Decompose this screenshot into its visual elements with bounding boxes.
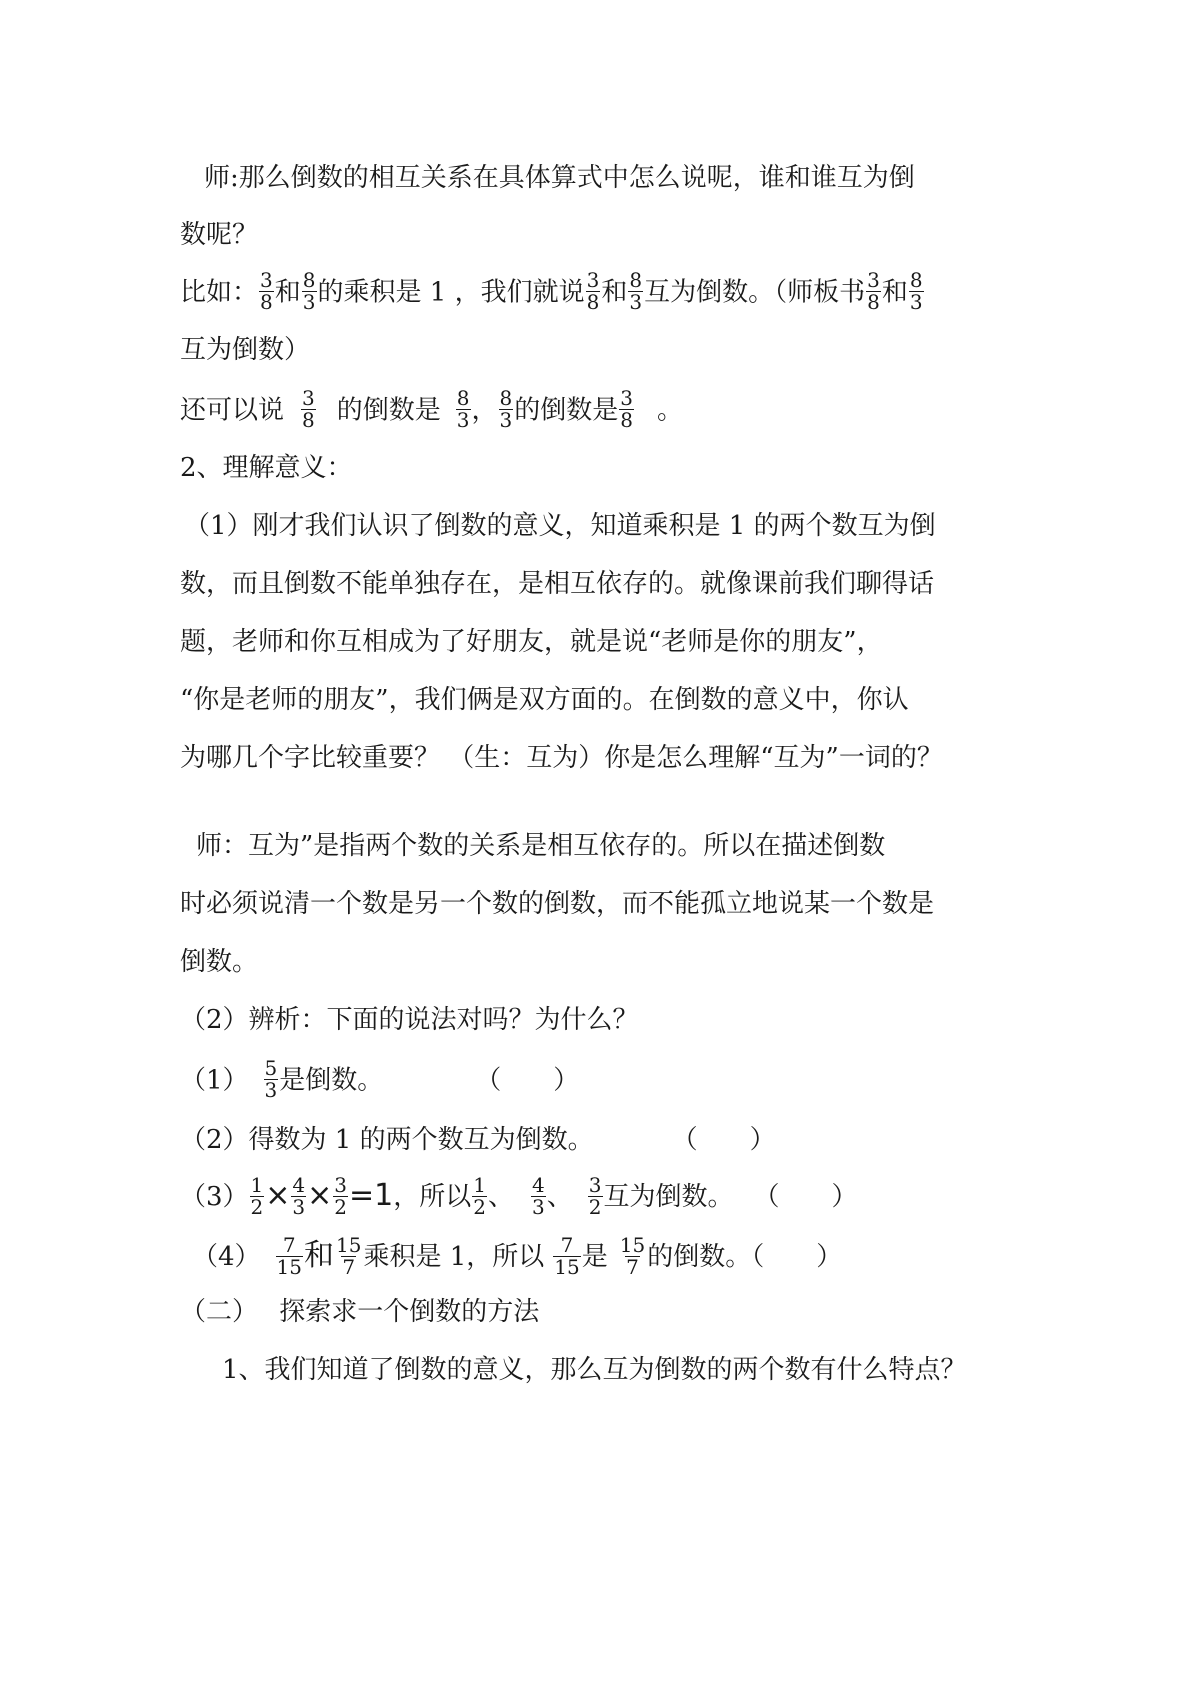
fraction — [276, 1232, 303, 1279]
denominator: 2 — [588, 1194, 602, 1219]
fraction — [628, 270, 643, 313]
denominator: 2 — [334, 1194, 348, 1219]
text: 是 — [581, 1242, 608, 1272]
question-3 — [180, 1172, 858, 1220]
paragraph-line: 数，而且倒数不能单独存在，是相互依存的。就像课前我们聊得话 — [180, 569, 935, 599]
answer-blank[interactable]: （ ） — [671, 1125, 776, 1155]
denominator: 8 — [620, 408, 633, 432]
numerator: 3 — [586, 268, 600, 292]
numerator: 8 — [909, 268, 923, 292]
text: 是倒数。 — [279, 1065, 384, 1096]
text: 的乘积是 1 ，我们就说 — [317, 277, 585, 308]
fraction — [472, 1172, 487, 1219]
question-number: （1） — [180, 1065, 249, 1096]
numerator: 8 — [456, 386, 470, 410]
denominator: 15 — [554, 1254, 580, 1279]
fraction — [619, 388, 634, 431]
paragraph-line: 题，老师和你互相成为了好朋友，就是说“老师是你的朋友”， — [180, 627, 883, 657]
numerator: 3 — [867, 268, 880, 292]
numerator: 3 — [588, 1172, 602, 1197]
paragraph-line: 倒数。 — [180, 947, 259, 977]
numerator: 4 — [292, 1172, 306, 1197]
fraction — [499, 388, 514, 431]
denominator: 15 — [276, 1254, 302, 1279]
question-number: （3） — [180, 1182, 249, 1212]
paragraph-line: 师：互为”是指两个数的关系是相互依存的。所以在描述倒数 — [196, 831, 886, 861]
denominator: 8 — [867, 290, 880, 314]
denominator: 2 — [250, 1194, 264, 1219]
paragraph-line: 为哪几个字比较重要？ （生：互为）你是怎么理解“互为”一词的？ — [180, 743, 943, 773]
text: 比如： — [180, 277, 259, 308]
fraction — [531, 1172, 546, 1219]
fraction — [909, 270, 924, 313]
numerator: 7 — [560, 1232, 574, 1257]
text: 的倒数是 — [336, 395, 441, 426]
text: 和 — [274, 277, 301, 308]
fraction — [302, 270, 317, 313]
paragraph-line: （2）辨析：下面的说法对吗？为什么？ — [180, 1005, 639, 1035]
fraction — [291, 1172, 306, 1219]
text: 和 — [601, 277, 628, 308]
example-line — [180, 386, 684, 433]
text: 还可以说 — [180, 395, 285, 426]
fraction — [259, 270, 274, 313]
paragraph-line: 1、我们知道了倒数的意义，那么互为倒数的两个数有什么特点？ — [222, 1355, 967, 1385]
times-sign: × — [307, 1178, 333, 1213]
denominator: 3 — [456, 408, 470, 432]
text: ，所以 — [393, 1182, 472, 1212]
numerator: 3 — [334, 1172, 348, 1197]
fraction — [335, 1232, 362, 1279]
denominator: 3 — [629, 290, 643, 314]
fraction — [619, 1232, 646, 1279]
denominator: 3 — [909, 290, 923, 314]
section-heading: （二） 探索求一个倒数的方法 — [180, 1297, 540, 1327]
denominator: 3 — [264, 1078, 278, 1102]
paragraph-line: “你是老师的朋友”，我们俩是双方面的。在倒数的意义中，你认 — [180, 685, 909, 715]
denominator: 2 — [473, 1194, 487, 1219]
text: 的倒数。（ ） — [647, 1242, 843, 1272]
numerator: 8 — [629, 268, 643, 292]
numerator: 7 — [282, 1232, 296, 1257]
denominator: 7 — [342, 1254, 356, 1279]
denominator: 8 — [302, 408, 315, 432]
text: 的倒数是 — [514, 395, 619, 426]
question-number: （4） — [192, 1242, 261, 1272]
section-heading: 2、理解意义： — [180, 453, 353, 483]
equals: =1 — [349, 1178, 394, 1213]
text: 和 — [304, 1238, 334, 1273]
numerator: 1 — [250, 1172, 264, 1197]
text: 、 — [488, 1182, 515, 1212]
text: 、 — [546, 1182, 573, 1212]
denominator: 3 — [499, 408, 513, 432]
text: 和 — [881, 277, 908, 308]
example-line — [180, 268, 925, 315]
times-sign: × — [265, 1178, 291, 1213]
fraction — [586, 270, 601, 313]
fraction — [264, 1058, 279, 1101]
answer-blank[interactable]: （ ） — [475, 1065, 580, 1096]
text: 互为倒数。（师板书 — [644, 277, 866, 308]
fraction — [301, 388, 316, 431]
text: ， — [471, 395, 498, 426]
denominator: 8 — [586, 290, 600, 314]
fraction — [333, 1172, 348, 1219]
text: 互为倒数。 — [603, 1182, 734, 1212]
paragraph-line: 互为倒数） — [180, 335, 311, 365]
answer-blank[interactable]: （ ） — [753, 1182, 858, 1212]
fraction — [588, 1172, 603, 1219]
numerator: 15 — [336, 1232, 362, 1257]
numerator: 8 — [499, 386, 513, 410]
question-2 — [180, 1120, 776, 1160]
text: 乘积是 1，所以 — [363, 1242, 545, 1272]
paragraph-line: （1）刚才我们认识了倒数的意义，知道乘积是 1 的两个数互为倒 — [184, 511, 936, 541]
question-4 — [192, 1232, 843, 1280]
numerator: 1 — [473, 1172, 487, 1197]
fraction — [866, 270, 881, 313]
numerator: 3 — [302, 386, 315, 410]
fraction — [456, 388, 471, 431]
denominator: 3 — [302, 290, 316, 314]
denominator: 3 — [532, 1194, 545, 1219]
denominator: 8 — [260, 290, 273, 314]
numerator: 3 — [620, 386, 633, 410]
numerator: 5 — [264, 1056, 278, 1080]
numerator: 8 — [302, 268, 316, 292]
denominator: 7 — [626, 1254, 639, 1279]
paragraph-line: 时必须说清一个数是另一个数的倒数，而不能孤立地说某一个数是 — [180, 889, 935, 919]
text: 。 — [657, 395, 684, 426]
paragraph-line: 数呢？ — [180, 220, 259, 250]
numerator: 3 — [260, 268, 273, 292]
denominator: 3 — [292, 1194, 306, 1219]
question-1 — [180, 1056, 580, 1103]
fraction — [250, 1172, 265, 1219]
text: （2）得数为 1 的两个数互为倒数。 — [180, 1125, 594, 1155]
paragraph-line: 师:那么倒数的相互关系在具体算式中怎么说呢，谁和谁互为倒 — [204, 163, 915, 193]
fraction — [553, 1232, 580, 1279]
numerator: 4 — [532, 1172, 545, 1197]
numerator: 15 — [619, 1232, 646, 1257]
